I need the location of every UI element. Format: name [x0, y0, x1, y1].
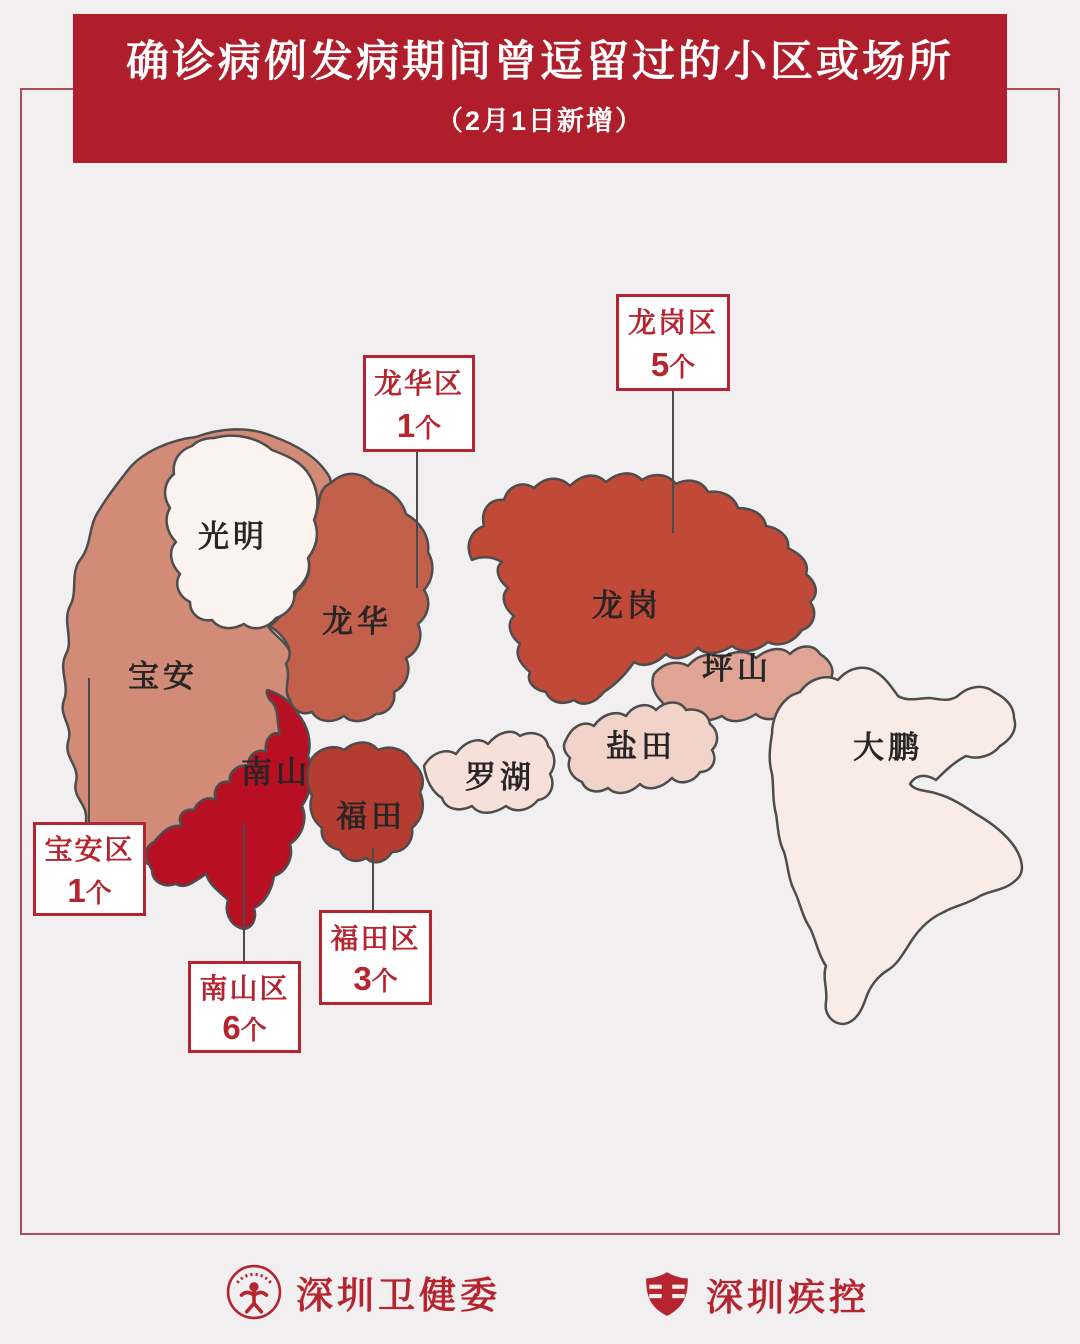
district-label-futian: 福田: [336, 799, 406, 834]
callout-district-name: 龙岗区: [627, 307, 718, 339]
health-commission-seal-icon: [226, 1264, 282, 1320]
callout-district-name: 福田区: [330, 922, 421, 954]
callout-box-longgang: [616, 294, 730, 391]
callout-district-name: 南山区: [199, 972, 290, 1004]
callout-count: 1个: [396, 406, 442, 444]
district-label-baoan: 宝安: [128, 659, 198, 694]
brand-label: 深圳卫健委: [296, 1275, 501, 1316]
district-label-longgang: 龙岗: [592, 588, 662, 623]
callout-count: 5个: [650, 345, 696, 383]
district-label-pingshan: 坪山: [702, 651, 772, 686]
district-label-dapeng: 大鹏: [853, 730, 923, 765]
callout-count: 6个: [222, 1009, 267, 1047]
brand-health-commission: [226, 1264, 501, 1320]
callout-district-name: 宝安区: [44, 834, 135, 866]
district-label-nanshan: 南山: [241, 755, 311, 790]
cdc-shield-icon: [642, 1269, 692, 1319]
district-label-guangming: 光明: [198, 519, 268, 554]
callout-count: 1个: [67, 871, 112, 909]
callout-district-name: 龙华区: [373, 368, 464, 400]
district-label-luohu: 罗湖: [465, 760, 535, 795]
page-subtitle: （2月1日新增）: [435, 105, 645, 136]
callout-box-nanshan: [188, 961, 301, 1053]
callout-box-longhua: [363, 355, 475, 452]
district-label-yantian: 盐田: [606, 729, 676, 764]
callout-box-futian: [319, 910, 432, 1005]
callout-box-baoan: [33, 822, 146, 916]
brand-label: 深圳疾控: [706, 1277, 870, 1318]
page-title: 确诊病例发病期间曾逗留过的小区或场所: [126, 38, 954, 87]
district-label-longhua: 龙华: [322, 604, 392, 639]
brand-cdc: [642, 1267, 870, 1321]
callout-count: 3个: [353, 960, 398, 998]
district-dapeng: [770, 668, 1022, 1024]
